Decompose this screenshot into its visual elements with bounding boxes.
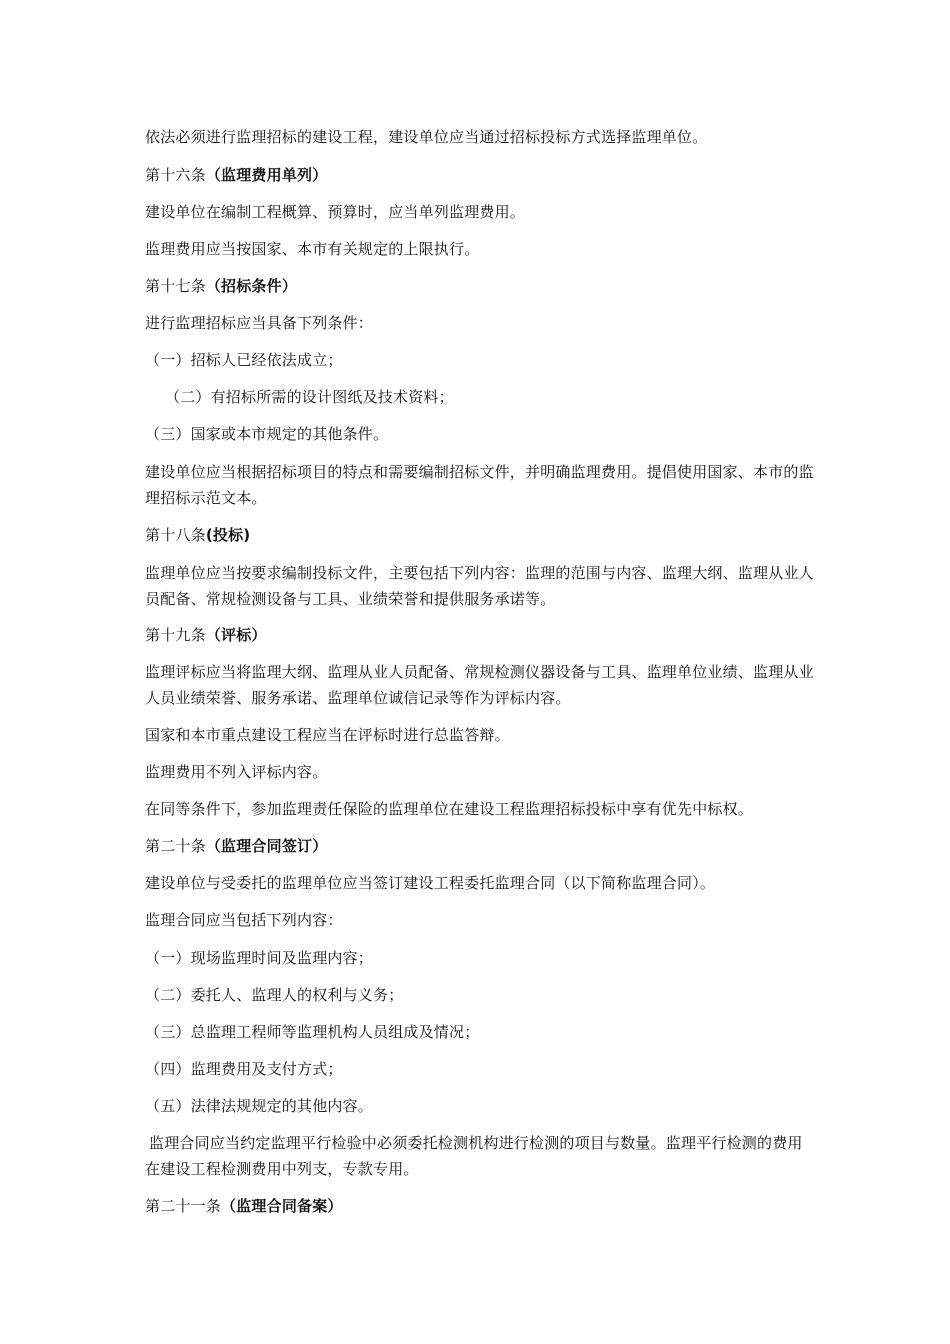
list-item: （二）有招标所需的设计图纸及技术资料； bbox=[165, 388, 454, 406]
list-item: （四）监理费用及支付方式； bbox=[145, 1060, 343, 1078]
paragraph: 建设单位在编制工程概算、预算时，应当单列监理费用。 bbox=[145, 203, 526, 221]
article-number: 第十六条 bbox=[145, 166, 206, 184]
article-number: 第十九条 bbox=[145, 626, 206, 644]
paragraph: 监理费用不列入评标内容。 bbox=[145, 763, 328, 781]
paragraph: 监理合同应当约定监理平行检验中必须委托检测机构进行检测的项目与数量。监理平行检测的费用在建设工程检测费用中列支，专款专用。 bbox=[145, 1134, 803, 1178]
article-title: （监理合同签订） bbox=[205, 837, 328, 855]
article-number: 第二十一条 bbox=[145, 1197, 222, 1215]
paragraph: 监理合同应当包括下列内容： bbox=[145, 911, 343, 929]
article-title: （评标） bbox=[205, 626, 267, 644]
paragraph: 在同等条件下，参加监理责任保险的监理单位在建设工程监理招标投标中享有优先中标权。 bbox=[145, 800, 754, 818]
list-item: （一）招标人已经依法成立； bbox=[145, 351, 343, 369]
list-item: （五）法律法规规定的其他内容。 bbox=[145, 1097, 374, 1115]
paragraph: 监理单位应当按要求编制投标文件，主要包括下列内容：监理的范围与内容、监理大纲、监理从业人员配备、常规检测设备与工具、业绩荣誉和提供服务承诺等。 bbox=[145, 564, 814, 608]
paragraph: 建设单位与受委托的监理单位应当签订建设工程委托监理合同（以下简称监理合同）。 bbox=[145, 874, 716, 892]
article-title: （招标条件） bbox=[205, 277, 298, 295]
paragraph: 监理费用应当按国家、本市有关规定的上限执行。 bbox=[145, 240, 480, 258]
article-heading-17 bbox=[145, 273, 815, 299]
list-item: （三）国家或本市规定的其他条件。 bbox=[145, 425, 389, 443]
article-number: 第十七条 bbox=[145, 277, 206, 295]
article-number: 第二十条 bbox=[145, 837, 206, 855]
paragraph: 建设单位应当根据招标项目的特点和需要编制招标文件，并明确监理费用。提倡使用国家、本市的监理招标示范文本。 bbox=[145, 463, 814, 507]
article-title: （监理费用单列） bbox=[205, 166, 328, 184]
article-heading-21 bbox=[145, 1193, 815, 1219]
article-number: 第十八条 bbox=[145, 526, 206, 544]
list-item: （一）现场监理时间及监理内容； bbox=[145, 949, 374, 967]
article-heading-18 bbox=[145, 522, 815, 548]
article-title: (投标) bbox=[205, 526, 251, 544]
paragraph: 依法必须进行监理招标的建设工程，建设单位应当通过招标投标方式选择监理单位。 bbox=[145, 128, 708, 146]
article-heading-19 bbox=[145, 622, 815, 648]
article-heading-20 bbox=[145, 833, 815, 859]
article-heading-16 bbox=[145, 162, 815, 188]
article-title: （监理合同备案） bbox=[221, 1197, 343, 1215]
list-item: （二）委托人、监理人的权利与义务； bbox=[145, 986, 404, 1004]
list-item: （三）总监理工程师等监理机构人员组成及情况； bbox=[145, 1023, 480, 1041]
paragraph: 监理评标应当将监理大纲、监理从业人员配备、常规检测仪器设备与工具、监理单位业绩、监理从业人员业绩荣誉、服务承诺、监理单位诚信记录等作为评标内容。 bbox=[145, 663, 814, 707]
paragraph: 进行监理招标应当具备下列条件： bbox=[145, 314, 374, 332]
paragraph: 国家和本市重点建设工程应当在评标时进行总监答辩。 bbox=[145, 726, 510, 744]
